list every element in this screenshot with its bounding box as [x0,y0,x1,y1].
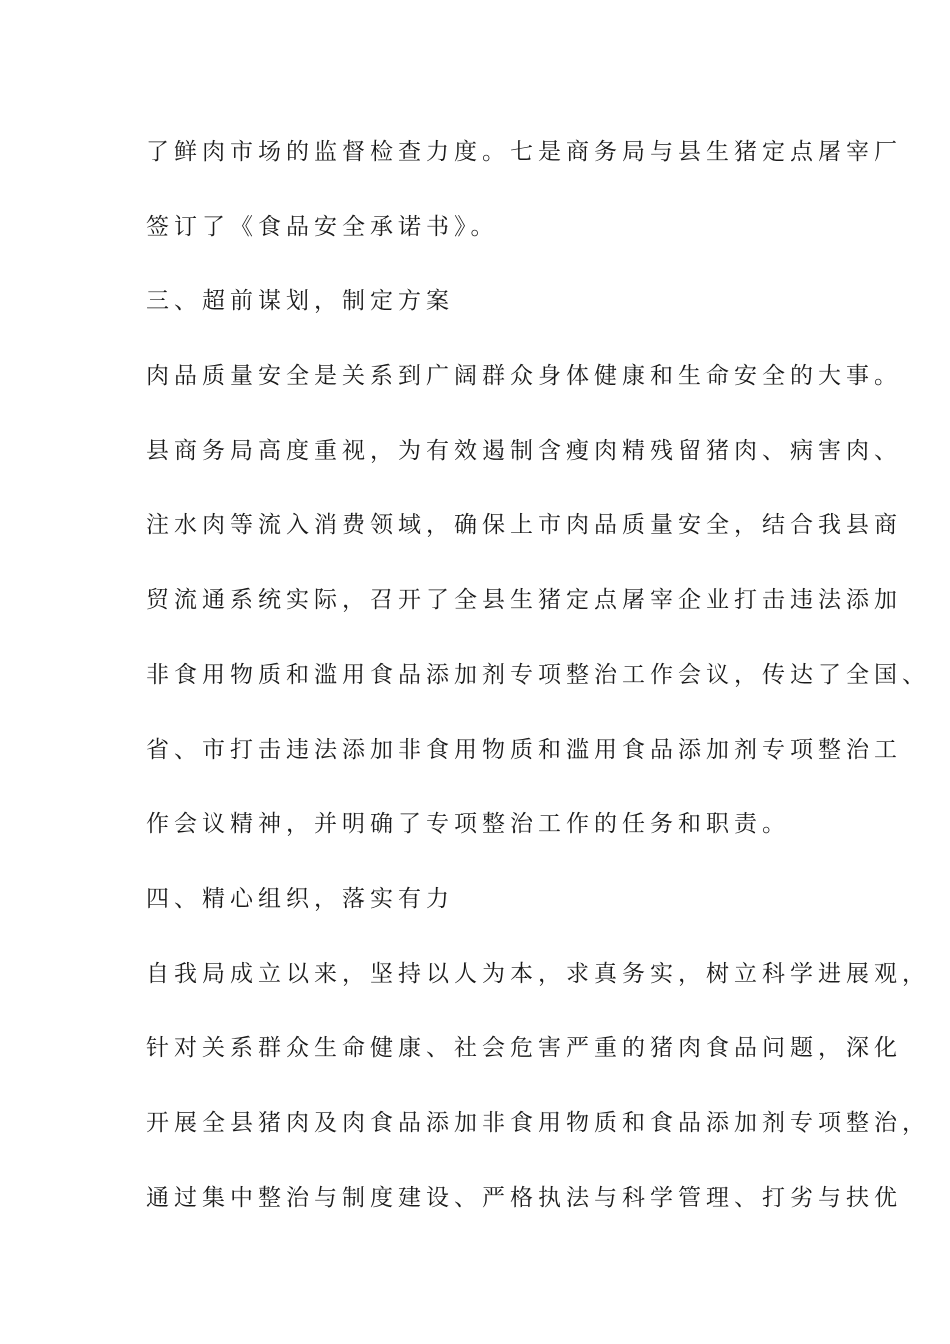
body-text-line: 肉品质量安全是关系到广阔群众身体健康和生命安全的大事。 [146,363,902,389]
body-text-line: 开展全县猪肉及肉食品添加非食用物质和食品添加剂专项整治， [146,1110,930,1136]
body-text-line: 注水肉等流入消费领域，确保上市肉品质量安全，结合我县商 [146,512,902,538]
section-heading: 四、精心组织，落实有力 [146,886,454,912]
body-text-line: 非食用物质和滥用食品添加剂专项整治工作会议，传达了全国、 [146,662,930,688]
body-text-line: 县商务局高度重视，为有效遏制含瘦肉精残留猪肉、病害肉、 [146,438,902,464]
body-text-line: 贸流通系统实际，召开了全县生猪定点屠宰企业打击违法添加 [146,587,902,613]
body-text-line: 作会议精神，并明确了专项整治工作的任务和职责。 [146,811,790,837]
body-text-line: 通过集中整治与制度建设、严格执法与科学管理、打劣与扶优 [146,1185,902,1211]
body-text-line: 签订了《食品安全承诺书》。 [146,214,499,240]
body-text-line: 了鲜肉市场的监督检查力度。七是商务局与县生猪定点屠宰厂 [146,139,902,165]
section-heading: 三、超前谋划，制定方案 [146,288,454,314]
body-text-line: 针对关系群众生命健康、社会危害严重的猪肉食品问题，深化 [146,1035,902,1061]
body-text-line: 省、市打击违法添加非食用物质和滥用食品添加剂专项整治工 [146,737,902,763]
body-text-line: 自我局成立以来，坚持以人为本，求真务实，树立科学进展观， [146,961,930,987]
